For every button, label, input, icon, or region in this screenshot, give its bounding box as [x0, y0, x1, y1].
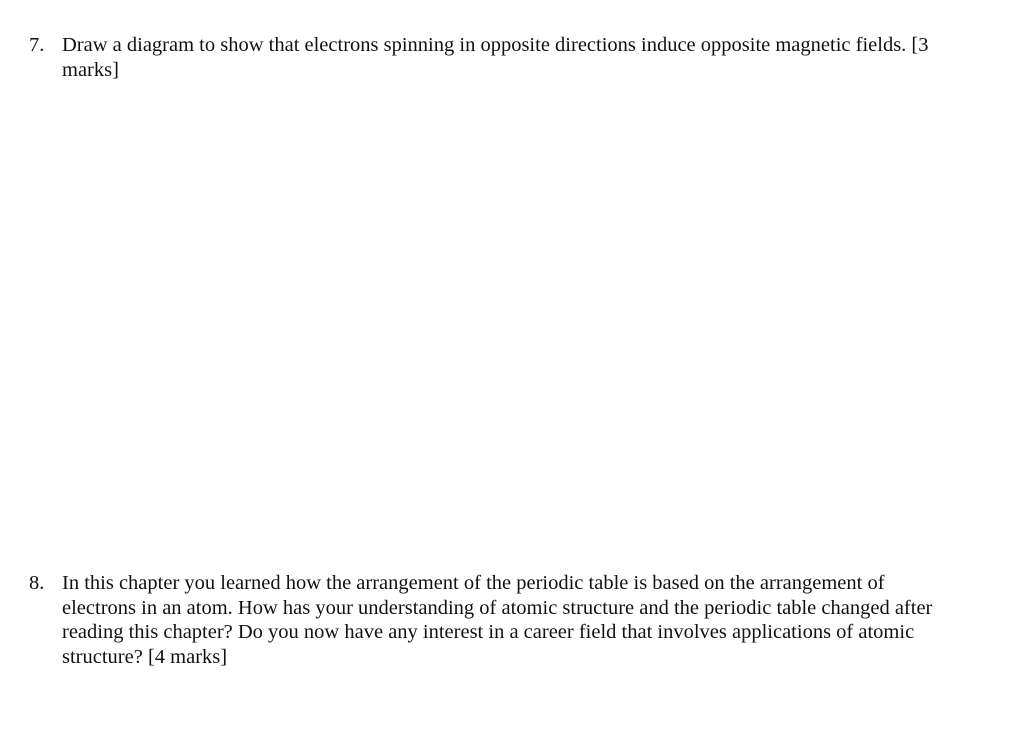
question-8-text	[62, 571, 972, 669]
question-7-line-1: Draw a diagram to show that electrons spinning in opposite directions induce opposite magnetic fields. [3	[62, 34, 929, 56]
question-8-line-2: electrons in an atom. How has your understanding of atomic structure and the periodic table changed after	[62, 596, 933, 619]
question-7	[29, 33, 989, 82]
question-7-text	[62, 33, 972, 82]
question-8-line-1: In this chapter you learned how the arrangement of the periodic table is based on the arrangement of	[62, 572, 885, 594]
question-7-line-2: marks]	[62, 58, 119, 81]
question-7-number: 7.	[29, 34, 45, 56]
question-8	[29, 571, 989, 669]
question-8-line-4: structure? [4 marks]	[62, 645, 228, 668]
question-8-number: 8.	[29, 572, 45, 594]
question-8-line-3: reading this chapter? Do you now have any interest in a career field that involves applications of atomic	[62, 621, 915, 643]
